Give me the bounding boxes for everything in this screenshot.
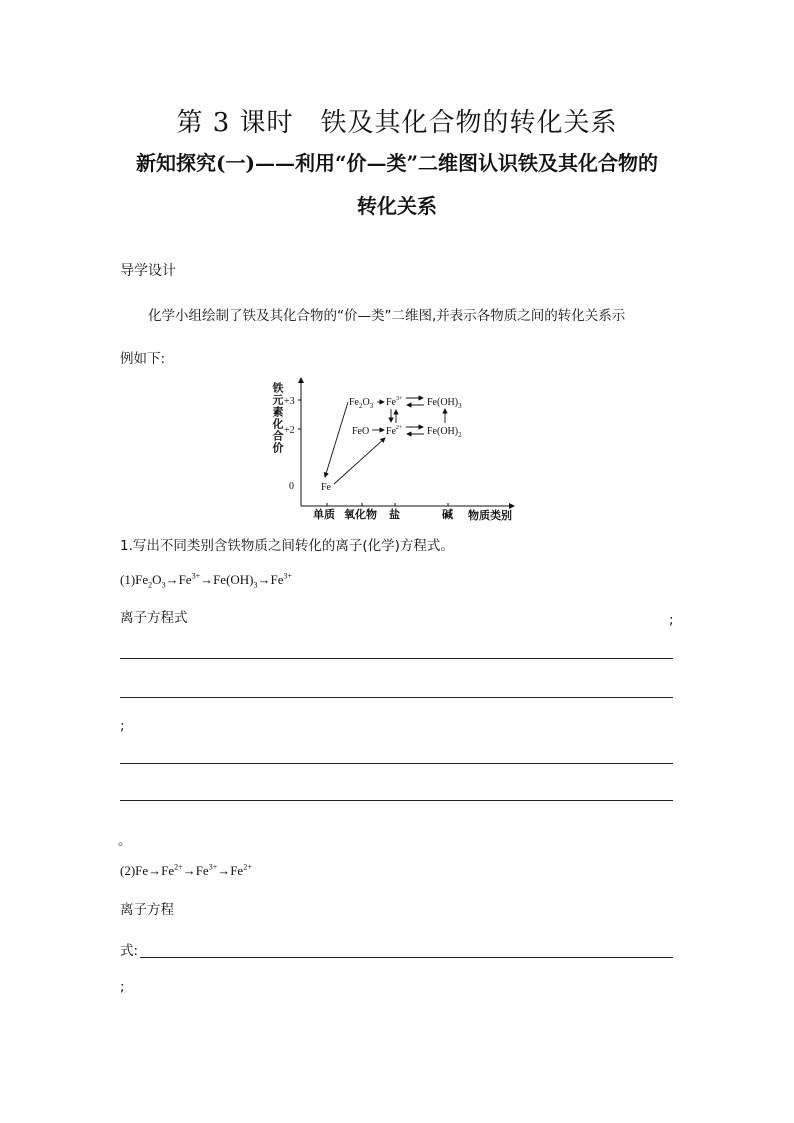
ion-equation-label-2b: 式: (120, 943, 139, 959)
answer-line[interactable] (120, 800, 673, 801)
species-fe2o3: $Fe_2O_3$ (349, 397, 374, 410)
species-fe2plus: $Fe^{2+}$ (386, 425, 403, 437)
period-mark: 。 (118, 833, 132, 849)
x-tick-salt: 盐 (389, 509, 400, 521)
x-axis-label: 物质类别 (468, 510, 512, 522)
y-tick-0: 0 (289, 481, 294, 492)
species-fe: Fe (321, 482, 331, 493)
valence-class-diagram (262, 372, 532, 524)
x-tick-oxide: 氧化物 (344, 509, 377, 521)
q1-part2-chain: $(2)Fe\to Fe^{2+}\to Fe^{3+}\to Fe^{2+}$ (120, 862, 252, 878)
page-title: 第 3 课时 铁及其化合物的转化关系 (176, 108, 618, 138)
answer-line[interactable] (140, 957, 673, 958)
arrow-fe2o3-to-fe (325, 402, 348, 477)
arrow-fe-to-fe2 (334, 438, 385, 484)
species-fe3plus: $Fe^{3+}$ (386, 396, 403, 408)
intro-line-2: 例如下: (120, 351, 166, 367)
x-tick-base: 碱 (442, 509, 453, 521)
semicolon-1: ; (669, 612, 674, 628)
x-tick-element: 单质 (313, 509, 335, 521)
ion-equation-label-1: 离子方程式 (120, 610, 188, 626)
y-axis-label: 铁元素化合价 (271, 382, 283, 454)
answer-line[interactable] (120, 697, 673, 698)
ion-equation-label-2a: 离子方程 (120, 902, 174, 918)
semicolon-3: ; (120, 979, 125, 995)
section-heading: 导学设计 (120, 263, 176, 279)
y-tick-plus3: +3 (284, 396, 295, 407)
species-feo: FeO (352, 426, 370, 437)
q1-part1-chain: $(1)Fe_2O_3\to Fe^{3+}\to Fe(OH)_3\to Fe^{3+}$ (120, 571, 293, 590)
species-feoh3: $Fe(OH)_3$ (427, 397, 462, 410)
species-feoh2: $Fe(OH)_2$ (427, 426, 462, 439)
answer-line[interactable] (120, 763, 673, 764)
subtitle-line-2: 转化关系 (357, 194, 437, 218)
question-1: 1.写出不同类别含铁物质之间转化的离子(化学)方程式。 (120, 538, 454, 554)
answer-line[interactable] (120, 658, 673, 659)
y-tick-plus2: +2 (284, 425, 295, 436)
semicolon-2: ; (120, 718, 125, 734)
subtitle-line-1: 新知探究(一)——利用“价—类”二维图认识铁及其化合物的 (136, 151, 658, 175)
intro-line-1: 化学小组绘制了铁及其化合物的“价—类”二维图,并表示各物质之间的转化关系示 (148, 308, 626, 324)
